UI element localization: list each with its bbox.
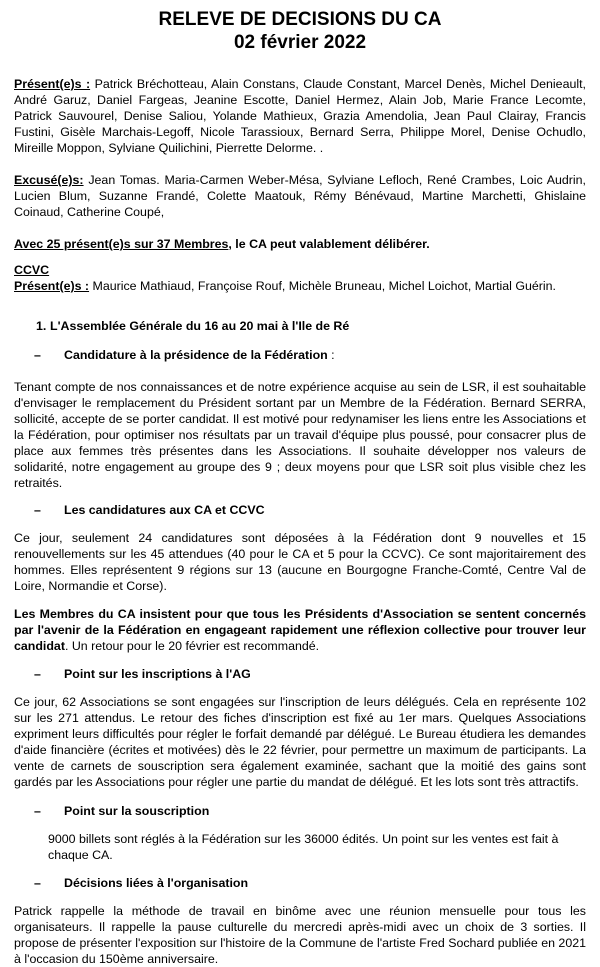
quorum-line: [14, 236, 586, 252]
subsection-candidatures-heading: [14, 502, 586, 518]
subsection-candidatures-title: Les candidatures aux CA et CCVC: [64, 503, 265, 517]
subsection-candidature-title: Candidature à la présidence de la Fédération: [64, 348, 328, 362]
quorum-underlined: Avec 25 présent(e)s sur 37 Membres: [14, 237, 229, 251]
section-1-number: 1.: [36, 319, 47, 333]
subsection-souscription-title: Point sur la souscription: [64, 804, 210, 818]
present-label: Présent(e)s :: [14, 77, 91, 91]
dash-bullet: –: [34, 667, 41, 681]
quorum-rest: , le CA peut valablement délibérer.: [228, 237, 430, 251]
present-paragraph: [14, 76, 586, 156]
ccvc-present-names: Maurice Mathiaud, Françoise Rouf, Michèle Bruneau, Michel Loichot, Martial Guérin.: [89, 279, 556, 293]
excuse-paragraph: [14, 172, 586, 220]
excuse-label: Excusé(e)s:: [14, 173, 84, 187]
subsection-organisation-title: Décisions liées à l'organisation: [64, 876, 249, 890]
souscription-paragraph: 9000 billets sont réglés à la Fédération sur les 36000 édités. Un point sur les ventes est fait à chaque CA.: [48, 832, 559, 862]
subsection-candidature-heading: [14, 347, 586, 363]
section-1-title: L'Assemblée Générale du 16 au 20 mai à l'Ile de Ré: [50, 319, 350, 333]
candidatures-paragraph: Ce jour, seulement 24 candidatures sont déposées à la Fédération dont 9 nouvelles et 15 renouvellements sur les 45 attendues (40 pour le CA et 5 pour la CCVC). Ce sont majoritairement des hommes. Elles représentent 9 régions sur 13 (aucune en Bourgogne Franche-Comté, Centre Val de Loire, Normandie et Corse).: [14, 531, 586, 593]
subsection-souscription-heading: [14, 803, 586, 819]
organisation-paragraph: Patrick rappelle la méthode de travail en binôme avec une réunion mensuelle pour tous les organisateurs. Il rappelle la pause culturelle du mercredi après-midi avec un choix de 3 sorties. Il propose de présenter l'exposition sur l'histoire de la Commune de l'artiste Fred Sochard publiée en 2021 à l'occasion du 150ème anniversaire.: [14, 904, 586, 966]
inscriptions-paragraph: Ce jour, 62 Associations se sont engagées sur l'inscription de leurs délégués. Cela en représente 102 sur les 271 attendus. Le retour des fiches d'inscription est fixé au 1er mars. Quelques Associations expriment leurs difficultés pour régler le forfait demandé par délégué. Le Bureau étudiera les demandes d'aide financière (écrites et motivées) dès le 22 février, pour permettre un maximum de participants. La vente de carnets de souscription sera également examinée, sachant que la moitié des gains sont gardés par les Associations pour régler une partie du mandat de délégué. Et les lots sont très attractifs.: [14, 695, 586, 789]
document-date: 02 février 2022: [233, 32, 367, 53]
dash-bullet: –: [34, 804, 41, 818]
candidatures-bold-text: Les Membres du CA insistent pour que tous les Présidents d'Association se sentent concernés par l'avenir de la Fédération en engageant rapidement une réflexion collective pour trouver leur candidat: [14, 607, 586, 653]
ccvc-present-label: Présent(e)s :: [14, 279, 90, 293]
candidatures-emphasis-paragraph: [14, 606, 586, 654]
document-title: RELEVE DE DECISIONS DU CA: [158, 9, 442, 30]
dash-bullet: –: [34, 876, 41, 890]
present-names: Patrick Bréchotteau, Alain Constans, Claude Constant, Marcel Denès, Michel Denieault, André Garuz, Daniel Fargeas, Jeanine Escotte, Daniel Hermez, Alain Job, Marie France Lecomte, Patrick Sauvourel, Denise Saliou, Yolande Mathieux, Grazia Amendolia, Jean Paul Clairay, Francis Fustini, Gisèle Marchais-Legoff, Nicole Tarassioux, Bernard Serra, Philippe Morel, Denise Ochudlo, Mireille Moppon, Sylviane Quilichini, Pierrette Delorme. .: [14, 77, 586, 155]
dash-bullet: –: [34, 503, 41, 517]
dash-bullet: –: [34, 348, 41, 362]
subsection-inscriptions-title: Point sur les inscriptions à l'AG: [64, 667, 251, 681]
subsection-inscriptions-heading: [14, 666, 586, 682]
subsection-organisation-heading: [14, 875, 586, 891]
ccvc-present-line: [14, 278, 586, 294]
candidatures-after-text: . Un retour pour le 20 février est recommandé.: [64, 639, 320, 653]
ccvc-label: CCVC: [14, 263, 50, 277]
section-1-heading: [14, 318, 586, 334]
excuse-names: Jean Tomas. Maria-Carmen Weber-Mésa, Sylviane Lefloch, René Crambes, Loic Audrin, Lucien Blum, Suzanne Frandé, Colette Maatouk, Rémy Bénévaud, Martine Marchetti, Ghislaine Coinaud, Catherine Coupé,: [14, 173, 586, 219]
candidature-paragraph: Tenant compte de nos connaissances et de notre expérience acquise au sein de LSR, il est souhaitable d'envisager le remplacement du Président sortant par un Membre de la Fédération. Bernard SERRA, sollicité, accepte de se porter candidat. Il est motivé pour redynamiser les liens entre les Associations et la Fédération, pour optimiser nos résultats par un travail d'équipe plus poussé, pour consacrer plus de place aux femmes très présentes dans les Associations. Il souhaite développer nos valeurs de solidarité, notre engagement au groupe des 9 ; deux moyens pour que LSR soit plus visible chez les retraités.: [14, 380, 586, 490]
subsection-candidature-colon: :: [327, 348, 335, 362]
